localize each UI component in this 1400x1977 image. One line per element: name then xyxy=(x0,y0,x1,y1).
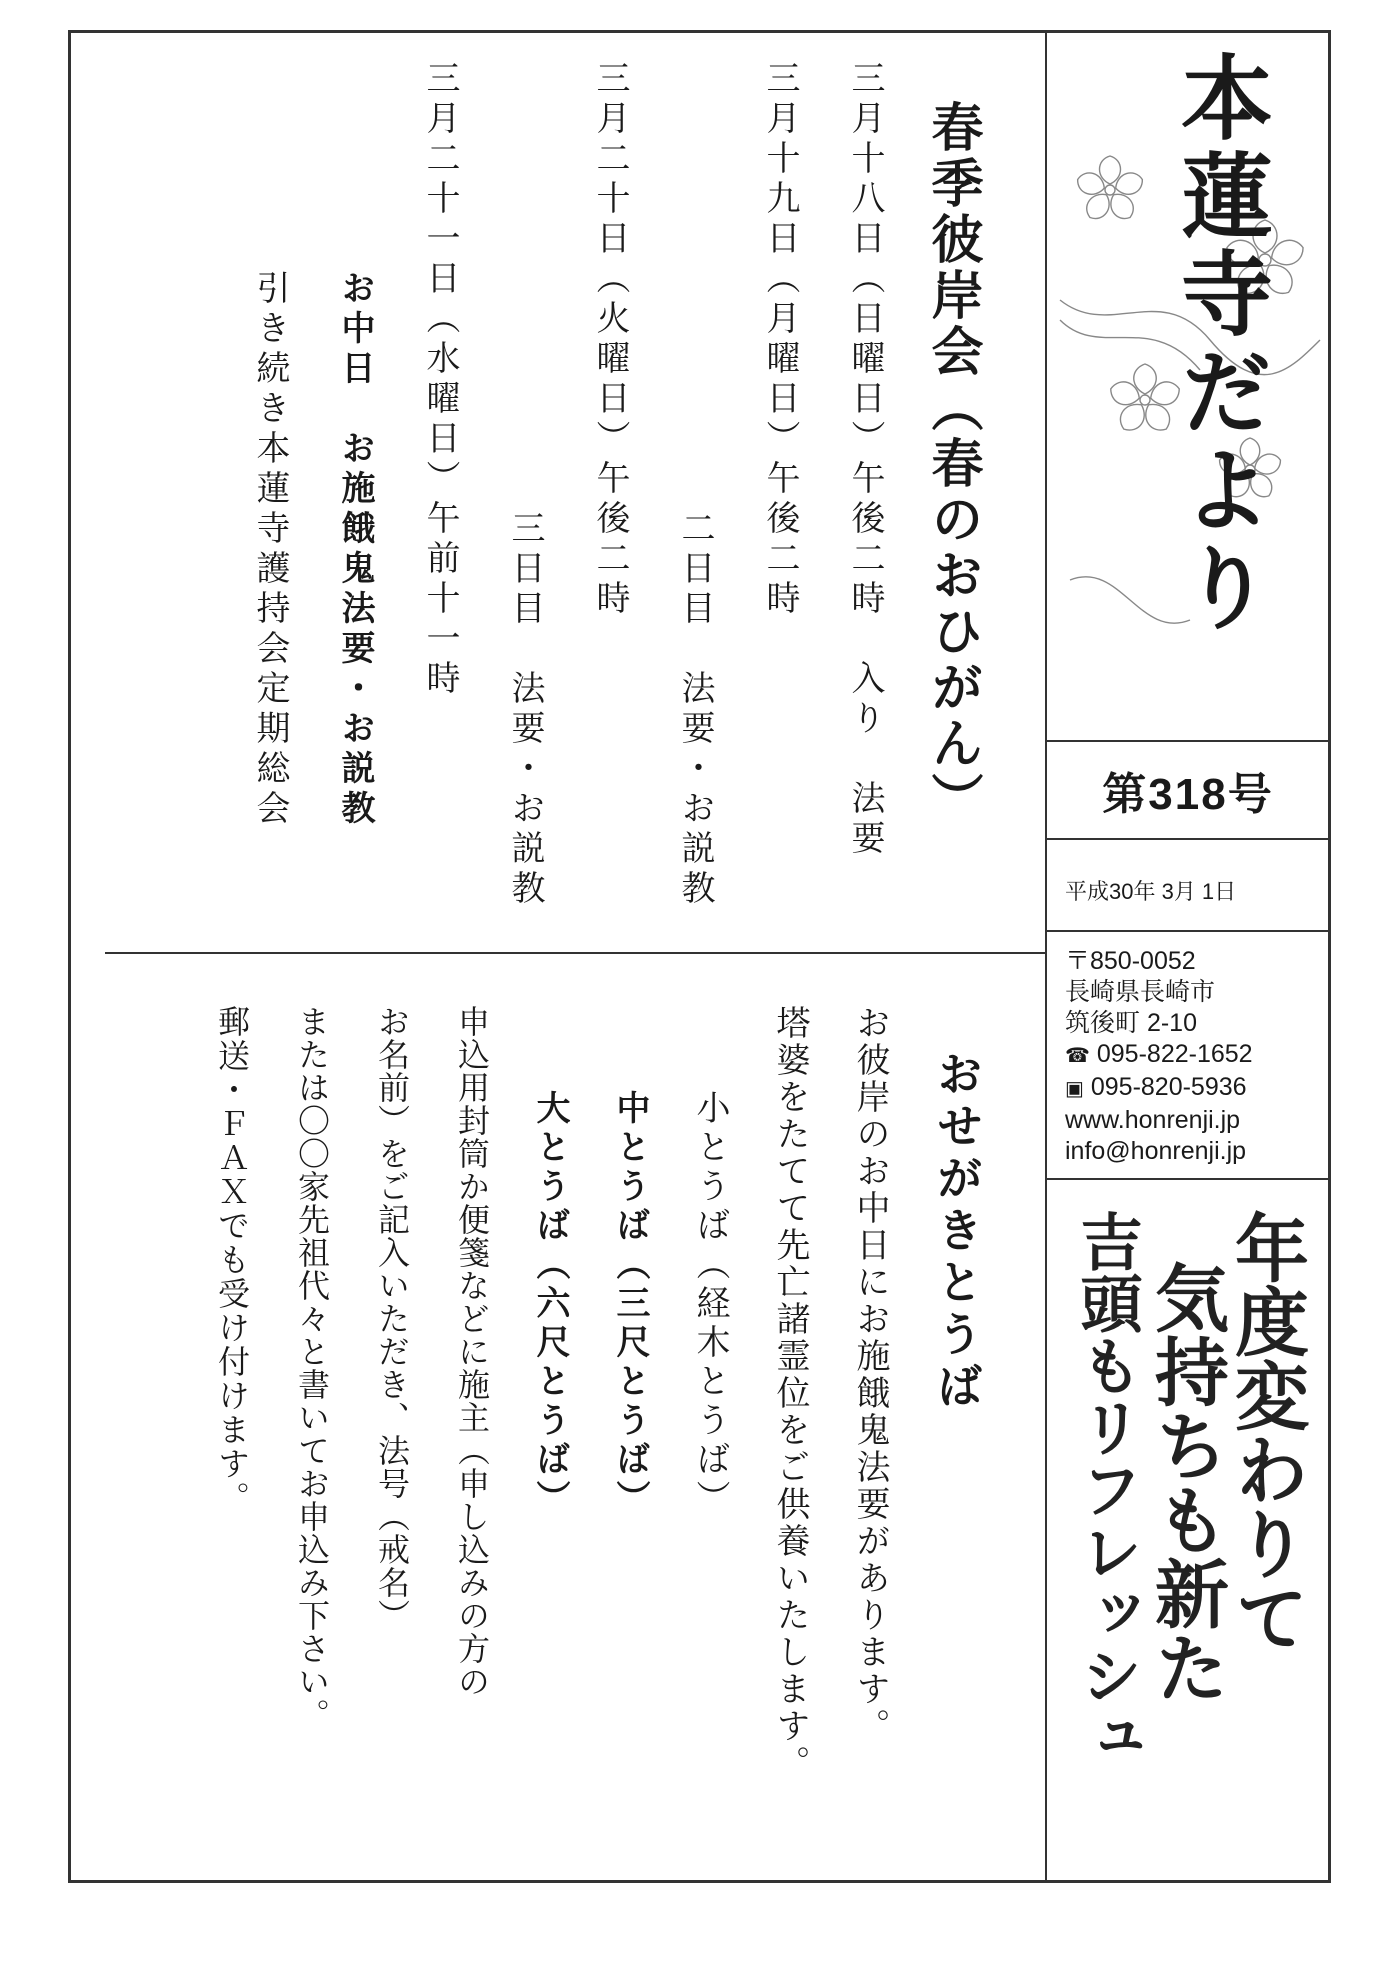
divider-issue xyxy=(1045,838,1331,840)
divider-title xyxy=(1045,740,1331,742)
divider-contact xyxy=(1045,1178,1331,1180)
issue-date: 平成30年 3月 1日 xyxy=(1065,879,1237,904)
calligraphy-line-2: 気持ちも新た xyxy=(1143,1260,1229,1704)
divider-date xyxy=(1045,930,1331,932)
toba-small: 小とうば（経木とうば） xyxy=(690,1090,730,1519)
day1: 三月十八日（日曜日）午後二時 入り 法要 xyxy=(845,60,885,860)
postal-code: 〒850-0052 xyxy=(1065,947,1196,975)
day4-detail: お中日 お施餓鬼法要・お説教 xyxy=(335,270,375,830)
phone-icon: ☎ xyxy=(1065,1045,1090,1067)
calligraphy-line-3: 吉頭もリフレッシュ xyxy=(1070,1210,1143,1768)
address: 筑後町 2-10 xyxy=(1065,1009,1197,1037)
day2-detail: 二日目 法要・お説教 xyxy=(675,510,715,910)
fax-icon: ▣ xyxy=(1065,1078,1084,1100)
toba-heading: おせがきとうば xyxy=(930,1050,984,1414)
toba-apply-2: お名前）をご記入いただき、法号（戒名） xyxy=(373,1005,411,1632)
day3: 三月二十日（火曜日）午後二時 xyxy=(590,60,630,620)
fax-number: 095-820-5936 xyxy=(1090,1073,1247,1101)
toba-apply-4: 郵送・ＦＡＸでも受け付けます。 xyxy=(213,1005,251,1515)
day2: 三月十九日（月曜日）午後二時 xyxy=(760,60,800,620)
toba-section xyxy=(150,1005,1000,1875)
toba-apply-3: または〇〇家先祖代々と書いてお申込み下さい。 xyxy=(293,1005,331,1731)
phone-number: 095-822-1652 xyxy=(1096,1040,1253,1068)
toba-medium: 中とうば（三尺とうば） xyxy=(610,1090,650,1519)
divider-main xyxy=(105,952,1045,954)
toba-large: 大とうば（六尺とうば） xyxy=(530,1090,570,1519)
masthead xyxy=(1050,40,1326,740)
issue-number: 第318号 xyxy=(1102,770,1274,819)
day4-note: 引き続き本蓮寺護持会定期総会 xyxy=(250,270,290,830)
day4: 三月二十一日（水曜日）午前十一時 xyxy=(420,60,460,700)
calligraphy-line-1: 年度変わりて xyxy=(1223,1210,1309,1654)
toba-intro-1: お彼岸のお中日にお施餓鬼法要があります。 xyxy=(850,1005,890,1745)
toba-intro-2: 塔婆をたてて先亡諸霊位をご供養いたします。 xyxy=(770,1005,810,1782)
contact-block xyxy=(1065,946,1253,1167)
email[interactable]: info@honrenji.jp xyxy=(1065,1137,1247,1165)
calligraphy xyxy=(1050,1190,1326,1880)
day3-detail: 三日目 法要・お説教 xyxy=(505,510,545,910)
phone-line xyxy=(1065,1039,1253,1072)
website[interactable]: www.honrenji.jp xyxy=(1065,1106,1241,1134)
toba-apply-1: 申込用封筒か便箋などに施主（申し込みの方の xyxy=(453,1005,491,1698)
spring-higan-section xyxy=(210,60,1000,940)
spring-heading: 春季彼岸会（春のおひがん） xyxy=(922,100,983,828)
masthead-title: 本蓮寺だより xyxy=(1166,50,1274,638)
fax-line xyxy=(1065,1072,1253,1105)
prefecture-city: 長崎県長崎市 xyxy=(1065,978,1216,1006)
